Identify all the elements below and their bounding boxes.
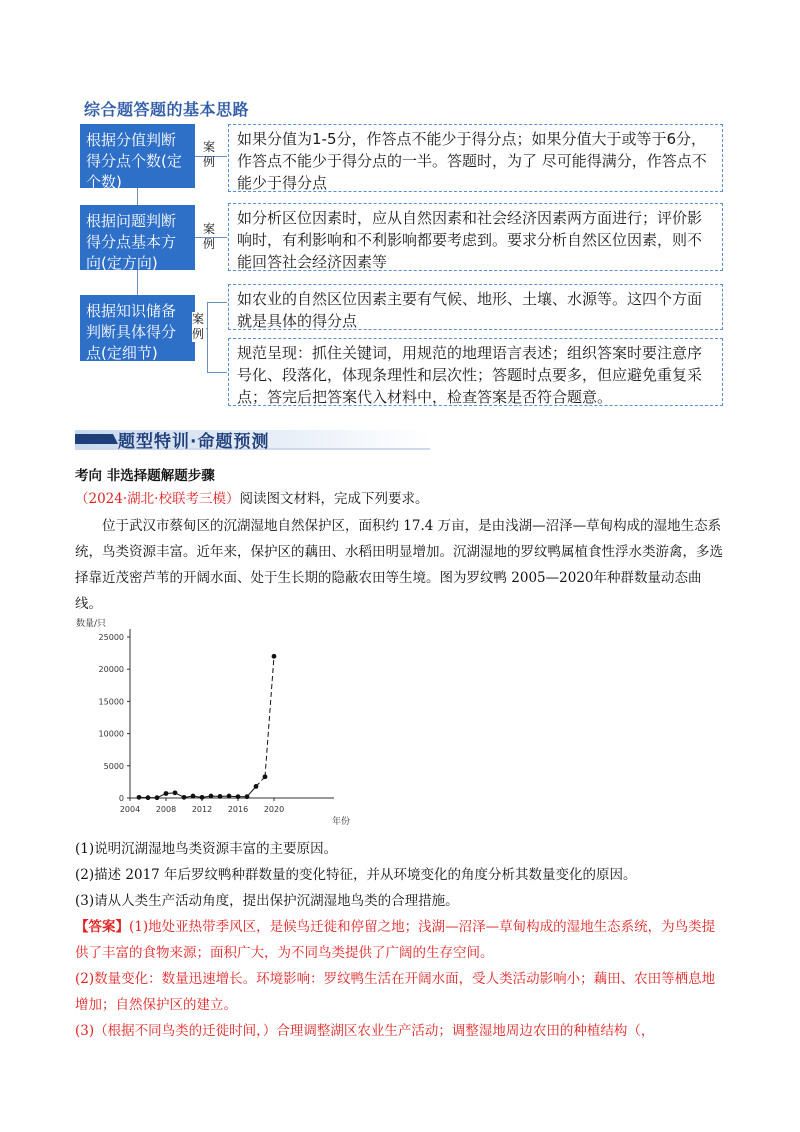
question-3: (3)请从人类生产活动角度，提出保护沉湖湿地鸟类的合理措施。: [75, 893, 459, 909]
step-1-label: 根据分值判断得分点个数(定个数): [86, 131, 182, 191]
chart-x-tick-label: 2016: [227, 805, 249, 814]
chart-x-tick-label: 2012: [191, 805, 213, 814]
chart-point-2017: [245, 794, 250, 799]
chart-points: [137, 654, 277, 800]
chart-y-tick-label: 0: [118, 794, 124, 803]
question-source: （2024·湖北·校联考三模）: [75, 491, 240, 507]
chart-x-tick-label: 2008: [155, 805, 177, 814]
chart-x-tick-label: 2020: [263, 805, 285, 814]
question-2: (2)描述 2017 年后罗纹鸭种群数量的变化特征，并从环境变化的角度分析其数量变化的原因。: [75, 867, 637, 883]
chart-point-2007: [155, 795, 160, 800]
answer-2: (2)数量变化：数量迅速增长。环境影响：罗纹鸭生活在开阔水面，受人类活动影响小；藕田、农田等栖息地增加；自然保护区的建立。: [75, 971, 716, 1013]
answer-1-block: [75, 914, 725, 966]
chart-axes: [130, 629, 334, 798]
step-2-case-box: [228, 203, 723, 271]
normative-box: [228, 338, 723, 406]
chart-point-2014: [218, 794, 223, 799]
question-heading: 考向 非选择题解题步骤: [75, 468, 215, 484]
chart-point-2011: [191, 794, 196, 799]
chart-point-2015: [227, 794, 232, 799]
answer-3: (3)（根据不同鸟类的迁徙时间，）合理调整湖区农业生产活动；调整湿地周边农田的种植结构（，: [75, 1023, 655, 1039]
diagram-title: 综合题答题的基本思路: [84, 100, 250, 119]
chart-point-2006: [146, 795, 151, 800]
normative-text: 规范呈现：抓住关键词，用规范的地理语言表述；组织答案时要注意序号化、段落化，体现条理性和层次性；答题时点要多，但应避免重复采点；答完后把答案代入材料中，检查答案是否符合题意。: [237, 344, 703, 406]
chart-point-2010: [182, 795, 187, 800]
step-2-case-label: 案例: [203, 222, 216, 251]
chart-y-tick-label: 20000: [98, 665, 124, 675]
chart-series-line: [139, 656, 274, 797]
chart-xlabel: 年份: [332, 817, 351, 827]
step-1-case-text: 如果分值为1-5分，作答点不能少于得分点；如果分值大于或等于6分，作答点不能少于得分点的一半。答题时，为了 尽可能得满分，作答点不能少于得分点: [237, 130, 707, 192]
chart-point-2012: [200, 795, 205, 800]
section-title: 题型特训·命题预测: [118, 432, 270, 452]
question-instruction: 阅读图文材料，完成下列要求。: [239, 491, 429, 507]
step-3-branch-top: [207, 302, 227, 303]
chart-point-2013: [209, 794, 214, 799]
step-3-branch-bottom: [207, 372, 227, 373]
step-1-case-box: [228, 124, 723, 192]
step-3-case-box: [228, 284, 723, 330]
step-2-case-text: 如分析区位因素时，应从自然因素和社会经济因素两方面进行；评价影响时，有利影响和不利影响都要考虑到。要求分析自然区位因素，则不能回答社会经济因素等: [237, 209, 703, 271]
chart-point-2019: [263, 774, 268, 779]
step-3-box: [80, 295, 195, 361]
step-2-box: [80, 205, 195, 270]
chart-x-tick-label: 2004: [119, 805, 141, 814]
chart-ylabel: 数量/只: [76, 619, 107, 629]
chart-point-2018: [254, 784, 259, 789]
chart-y-tick-label: 5000: [103, 761, 124, 771]
question-source-line: [75, 486, 725, 512]
step-3-branch: [207, 302, 208, 372]
chart-point-2005: [137, 795, 142, 800]
material-paragraph: 位于武汉市蔡甸区的沉湖湿地自然保护区，面积约 17.4 万亩，是由浅湖—沼泽—草甸构成的湿地生态系统，鸟类资源丰富。近年来，保护区的藕田、水稻田明显增加。沉湖湿地的罗纹鸭属植食性浮水类游禽，多选择靠近茂密芦苇的开阔水面、处于生长期的隐蔽农田等生境。图为罗纹鸭 2005—2020年种群数量动态曲线。: [75, 518, 723, 612]
chart-point-2009: [173, 790, 178, 795]
chart-point-2008: [164, 791, 169, 796]
answer-1: (1)地处亚热带季风区，是候鸟迁徙和停留之地；浅湖—沼泽—草甸构成的湿地生态系统，为鸟类提供了丰富的食物来源；面积广大，为不同鸟类提供了广阔的生存空间。: [75, 919, 716, 961]
chart-y-tick-label: 25000: [98, 633, 124, 642]
step-3-case-label: 案例: [192, 312, 205, 341]
chart-point-2016: [236, 794, 241, 799]
step-3-label: 根据知识储备判断具体得分点(定细节): [86, 302, 177, 362]
population-chart: [70, 612, 370, 834]
question-1: (1)说明沉湖湿地鸟类资源丰富的主要原因。: [75, 841, 338, 857]
chart-y-tick-label: 10000: [98, 729, 124, 739]
step-1-case-label: 案例: [203, 140, 216, 169]
chart-y-tick-label: 15000: [98, 697, 124, 707]
step-3-case-text: 如农业的自然区位因素主要有气候、地形、土壤、水源等。这四个方面就是具体的得分点: [237, 290, 703, 330]
chart-point-2020: [272, 654, 277, 659]
chart-line-segment: [265, 656, 274, 776]
answer-label: 【答案】: [75, 919, 129, 935]
step-2-label: 根据问题判断得分点基本方向(定方向): [86, 212, 177, 272]
step-1-box: [80, 124, 195, 191]
